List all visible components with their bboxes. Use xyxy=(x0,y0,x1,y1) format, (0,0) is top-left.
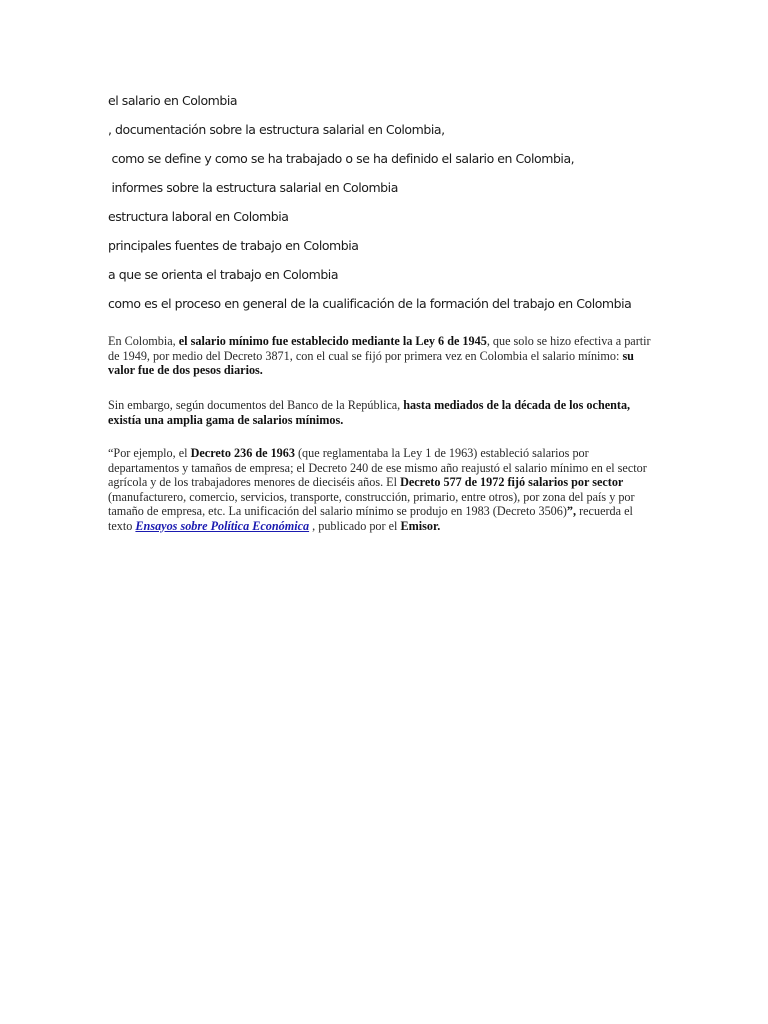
bold-segment: su valor fue de dos pesos diarios. xyxy=(108,348,634,377)
paragraph-decretos-quote xyxy=(108,446,656,533)
heading-line-6: principales fuentes de trabajo en Colombia xyxy=(108,238,359,253)
heading-line-8: como es el proceso en general de la cualificación de la formación del trabajo en Colombia xyxy=(108,296,632,311)
heading-line-3: como se define y como se ha trabajado o se ha definido el salario en Colombia, xyxy=(108,151,575,166)
text-segment: , que solo se hizo efectiva a partir de 1949, por medio del Decreto 3871, con el cual se fijó por primera vez en Colombia el salario mínimo: xyxy=(108,334,651,363)
paragraph-banco-republica xyxy=(108,398,656,427)
text-segment: “Por ejemplo, el xyxy=(108,446,191,460)
text-segment: recuerda el texto xyxy=(108,504,633,533)
text-segment: (manufacturero, comercio, servicios, transporte, construcción, primario, entre otros), por zona del país y por tamaño de empresa, etc. La unificación del salario mínimo se produjo en 1983 (Decreto 3506) xyxy=(108,489,635,518)
text-segment: , publicado por el xyxy=(309,518,401,533)
heading-line-4: informes sobre la estructura salarial en Colombia xyxy=(108,180,398,195)
heading-line-2: , documentación sobre la estructura salarial en Colombia, xyxy=(108,122,445,137)
text-segment: Sin embargo, según documentos del Banco de la República, xyxy=(108,398,404,412)
heading-line-7: a que se orienta el trabajo en Colombia xyxy=(108,267,339,282)
text-segment: En Colombia, xyxy=(108,334,179,348)
ensayos-politica-economica-link[interactable]: Ensayos sobre Política Económica xyxy=(135,518,310,533)
heading-line-1: el salario en Colombia xyxy=(108,93,238,108)
bold-segment: Decreto 577 de 1972 fijó salarios por sector xyxy=(400,475,624,489)
bold-segment: ”, xyxy=(566,504,577,518)
heading-list xyxy=(108,92,728,324)
bold-segment: hasta mediados de la década de los ochenta, existía una amplia gama de salarios mínimos. xyxy=(108,398,631,427)
bold-segment: Emisor. xyxy=(400,518,441,533)
heading-line-5: estructura laboral en Colombia xyxy=(108,209,289,224)
bold-segment: el salario mínimo fue establecido mediante la Ley 6 de 1945 xyxy=(178,334,487,348)
text-segment: (que reglamentaba la Ley 1 de 1963) estableció salarios por departamentos y tamaños de empresa; el Decreto 240 de ese mismo año reajustó el salario mínimo en el sector agrícola y de los trabajadores menores de dieciséis años. El xyxy=(108,446,647,489)
bold-segment: Decreto 236 de 1963 xyxy=(190,446,295,460)
paragraph-minimum-wage-origin xyxy=(108,334,656,378)
